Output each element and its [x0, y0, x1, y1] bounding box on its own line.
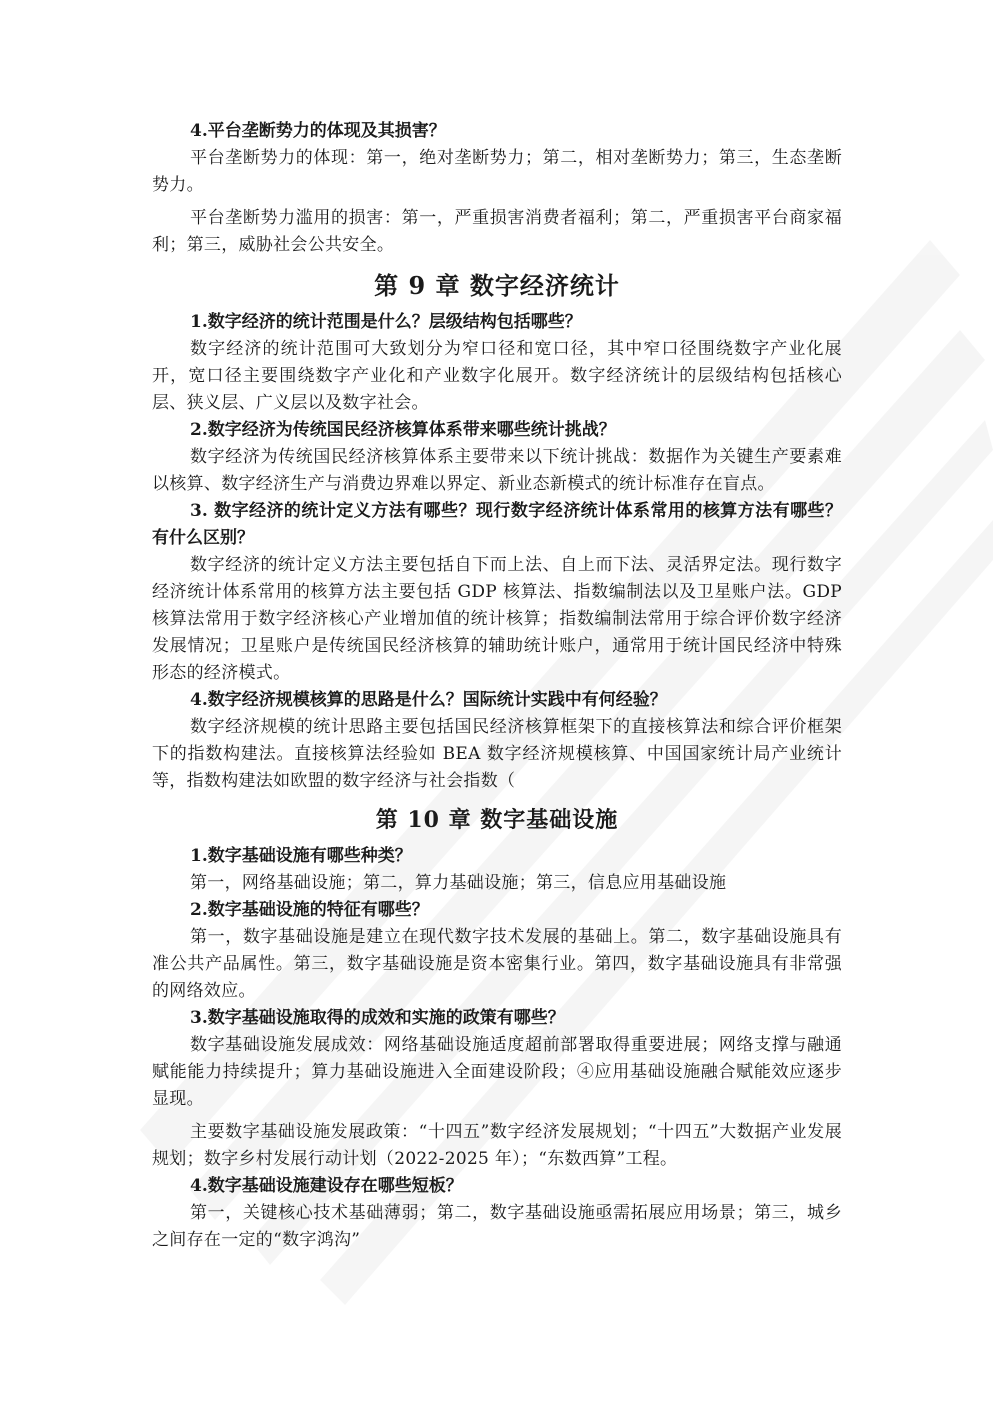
question-heading: 2.数字基础设施的特征有哪些？ — [190, 900, 429, 920]
question-heading: 4.数字经济规模核算的思路是什么？国际统计实践中有何经验？ — [190, 690, 667, 710]
answer-paragraph: 数字经济的统计定义方法主要包括自下而上法、自上而下法、灵活界定法。现行数字经济统计体系常用的核算方法主要包括 GDP 核算法、指数编制法以及卫星账户法。GDP 核算法常用于数字经济核心产业增加值的统计核算；指数编制法常用于综合评价数字经济发展情况；卫星账户是传统国民经济核算的辅助统计账户，通常用于统计国民经济中特殊形态的经济模式。 — [152, 555, 842, 683]
answer-paragraph: 数字基础设施发展成效：网络基础设施适度超前部署取得重要进展；网络支撑与融通赋能能力持续提升；算力基础设施进入全面建设阶段；④应用基础设施融合赋能效应逐步显现。 — [152, 1035, 842, 1109]
answer-paragraph: 第一，关键核心技术基础薄弱；第二，数字基础设施亟需拓展应用场景；第三，城乡之间存在一定的“数字鸿沟” — [152, 1203, 842, 1250]
question-heading: 4.数字基础设施建设存在哪些短板？ — [190, 1176, 463, 1196]
answer-paragraph: 数字经济的统计范围可大致划分为窄口径和宽口径，其中窄口径围绕数字产业化展开，宽口径主要围绕数字产业化和产业数字化展开。数字经济统计的层级结构包括核心层、狭义层、广义层以及数字社会。 — [152, 339, 842, 413]
question-heading: 1.数字基础设施有哪些种类？ — [190, 846, 412, 866]
answer-paragraph: 平台垄断势力滥用的损害：第一，严重损害消费者福利；第二，严重损害平台商家福利；第三，威胁社会公共安全。 — [152, 208, 842, 255]
answer-paragraph: 平台垄断势力的体现：第一，绝对垄断势力；第二，相对垄断势力；第三，生态垄断势力。 — [152, 148, 842, 195]
question-heading: 3.数字基础设施取得的成效和实施的政策有哪些？ — [190, 1008, 565, 1028]
answer-paragraph: 数字经济为传统国民经济核算体系主要带来以下统计挑战：数据作为关键生产要素难以核算、数字经济生产与消费边界难以界定、新业态新模式的统计标准存在盲点。 — [152, 447, 842, 494]
question-heading: 2.数字经济为传统国民经济核算体系带来哪些统计挑战？ — [190, 420, 616, 440]
document-page — [152, 118, 842, 1254]
answer-paragraph: 第一，数字基础设施是建立在现代数字技术发展的基础上。第二，数字基础设施具有准公共产品属性。第三，数字基础设施是资本密集行业。第四，数字基础设施具有非常强的网络效应。 — [152, 927, 842, 1001]
question-heading: 4.平台垄断势力的体现及其损害？ — [190, 121, 446, 141]
answer-paragraph: 第一，网络基础设施；第二，算力基础设施；第三，信息应用基础设施 — [190, 873, 727, 893]
answer-paragraph: 数字经济规模的统计思路主要包括国民经济核算框架下的直接核算法和综合评价框架下的指数构建法。直接核算法经验如 BEA 数字经济规模核算、中国国家统计局产业统计等，指数构建法如欧盟的数字经济与社会指数（ — [152, 717, 842, 791]
answer-paragraph: 主要数字基础设施发展政策：“十四五”数字经济发展规划；“十四五”大数据产业发展规划；数字乡村发展行动计划（2022-2025 年）；“东数西算”工程。 — [152, 1122, 842, 1169]
question-heading: 1.数字经济的统计范围是什么？层级结构包括哪些？ — [190, 312, 582, 332]
question-heading: 3. 数字经济的统计定义方法有哪些？现行数字经济统计体系常用的核算方法有哪些？有什么区别？ — [152, 501, 842, 548]
chapter-title: 第 9 章 数字经济统计 — [374, 271, 620, 300]
chapter-title: 第 10 章 数字基础设施 — [375, 807, 619, 833]
